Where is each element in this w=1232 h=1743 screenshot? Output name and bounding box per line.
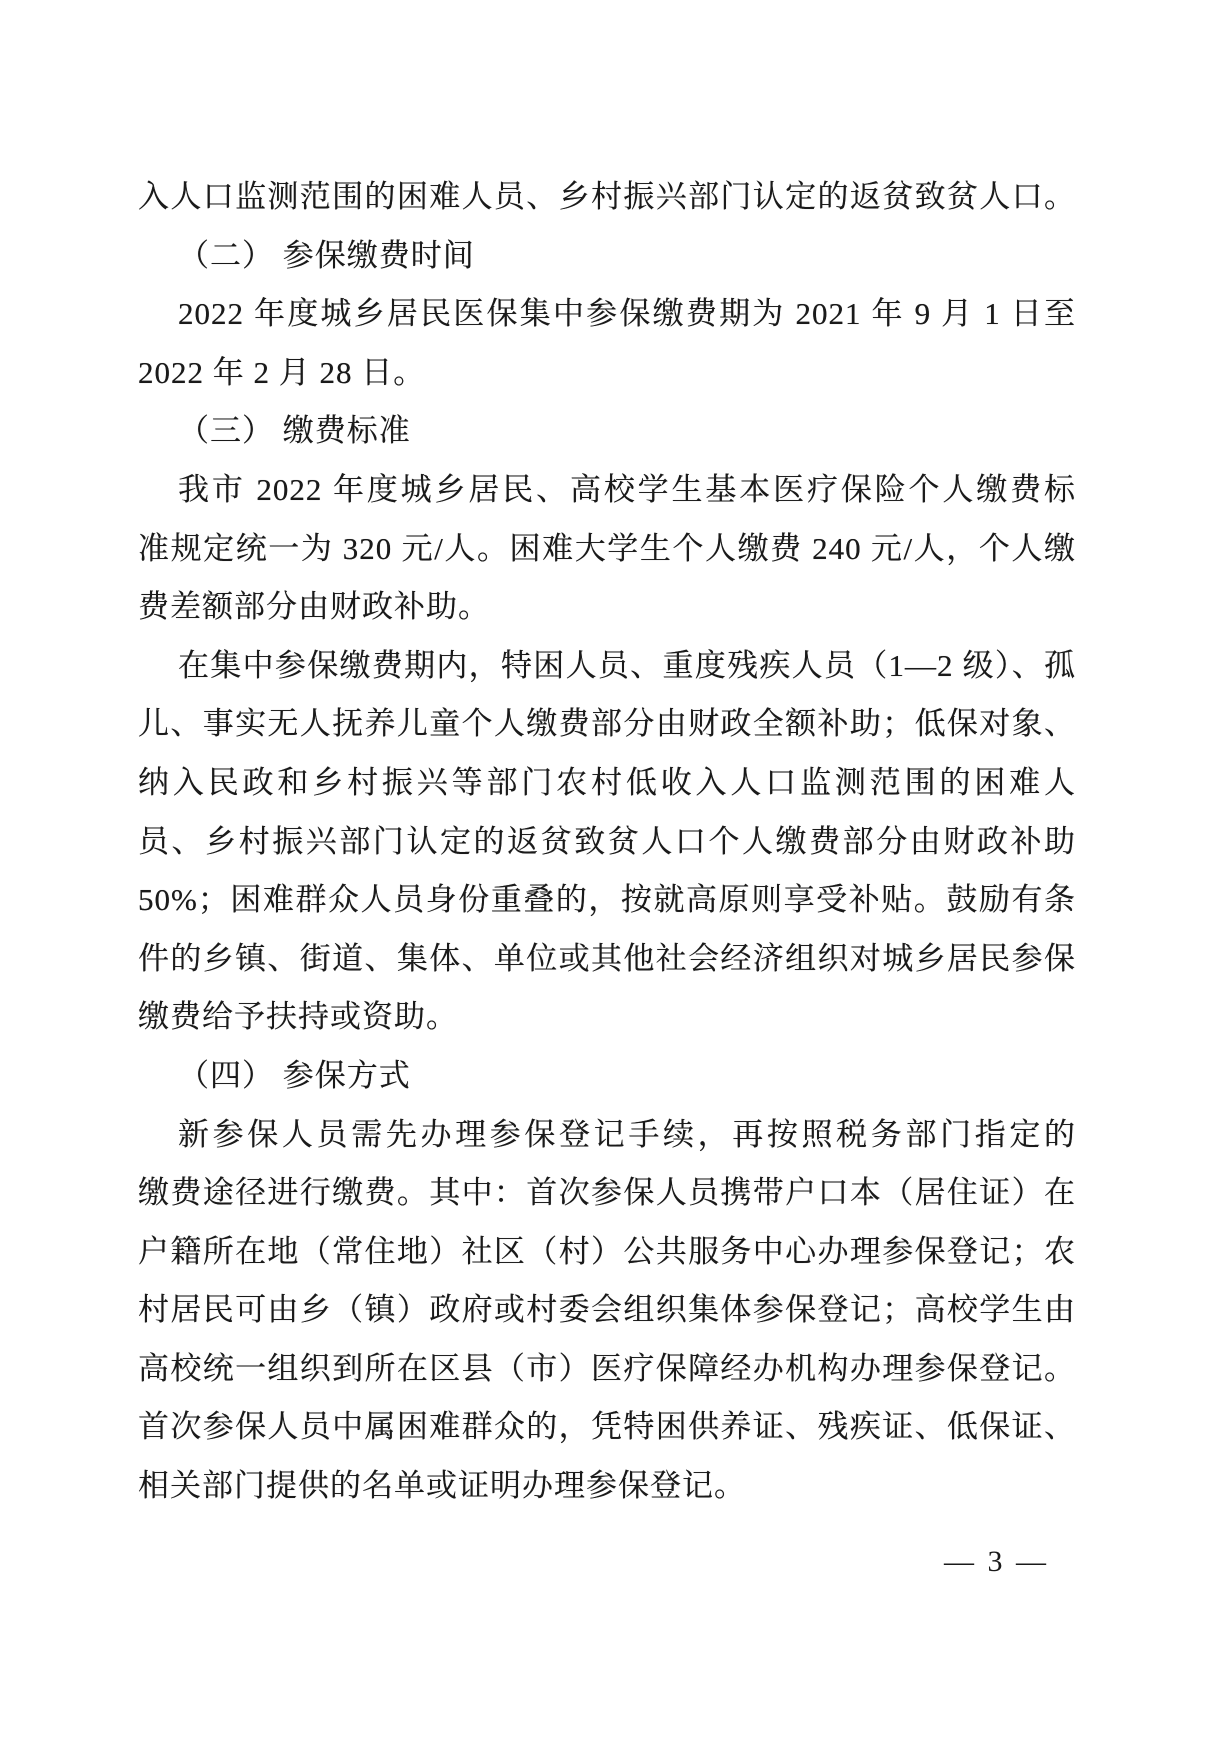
text-line: 2022 年 2 月 28 日。 (138, 354, 426, 390)
section-heading-2: （二） 参保缴费时间 (178, 237, 475, 273)
text-line: 新参保人员需先办理参保登记手续，再按照税务部门指定的 (178, 1116, 1076, 1152)
document-body (138, 168, 1076, 1516)
text-line: 我市 2022 年度城乡居民、高校学生基本医疗保险个人缴费标 (178, 471, 1076, 507)
text-line: 首次参保人员中属困难群众的，凭特困供养证、残疾证、低保证、 (138, 1409, 1076, 1445)
text-line: 50%；困难群众人员身份重叠的，按就高原则享受补贴。鼓励有条 (138, 882, 1076, 918)
text-line: 相关部门提供的名单或证明办理参保登记。 (138, 1468, 746, 1504)
page-number: — 3 — (944, 1545, 1049, 1578)
text-line: 准规定统一为 320 元/人。困难大学生个人缴费 240 元/人，个人缴 (138, 530, 1076, 566)
text-line: 缴费给予扶持或资助。 (138, 999, 458, 1035)
text-line: 村居民可由乡（镇）政府或村委会组织集体参保登记；高校学生由 (138, 1292, 1076, 1328)
text-line: 高校统一组织到所在区县（市）医疗保障经办机构办理参保登记。 (138, 1350, 1076, 1386)
text-line: 缴费途径进行缴费。其中：首次参保人员携带户口本（居住证）在 (138, 1175, 1076, 1211)
text-line: 入人口监测范围的困难人员、乡村振兴部门认定的返贫致贫人口。 (138, 179, 1076, 214)
text-line: 儿、事实无人抚养儿童个人缴费部分由财政全额补助；低保对象、 (138, 706, 1076, 742)
text-line: 2022 年度城乡居民医保集中参保缴费期为 2021 年 9 月 1 日至 (178, 296, 1076, 332)
text-line: 件的乡镇、街道、集体、单位或其他社会经济组织对城乡居民参保 (138, 940, 1076, 976)
section-heading-3: （三） 缴费标准 (178, 413, 411, 449)
text-line: 户籍所在地（常住地）社区（村）公共服务中心办理参保登记；农 (138, 1233, 1076, 1269)
section-heading-4: （四） 参保方式 (178, 1057, 411, 1093)
text-line: 在集中参保缴费期内，特困人员、重度残疾人员（1—2 级）、孤 (178, 647, 1076, 683)
text-line: 纳入民政和乡村振兴等部门农村低收入人口监测范围的困难人 (138, 764, 1076, 800)
text-line: 员、乡村振兴部门认定的返贫致贫人口个人缴费部分由财政补助 (138, 823, 1076, 859)
text-line: 费差额部分由财政补助。 (138, 589, 490, 625)
